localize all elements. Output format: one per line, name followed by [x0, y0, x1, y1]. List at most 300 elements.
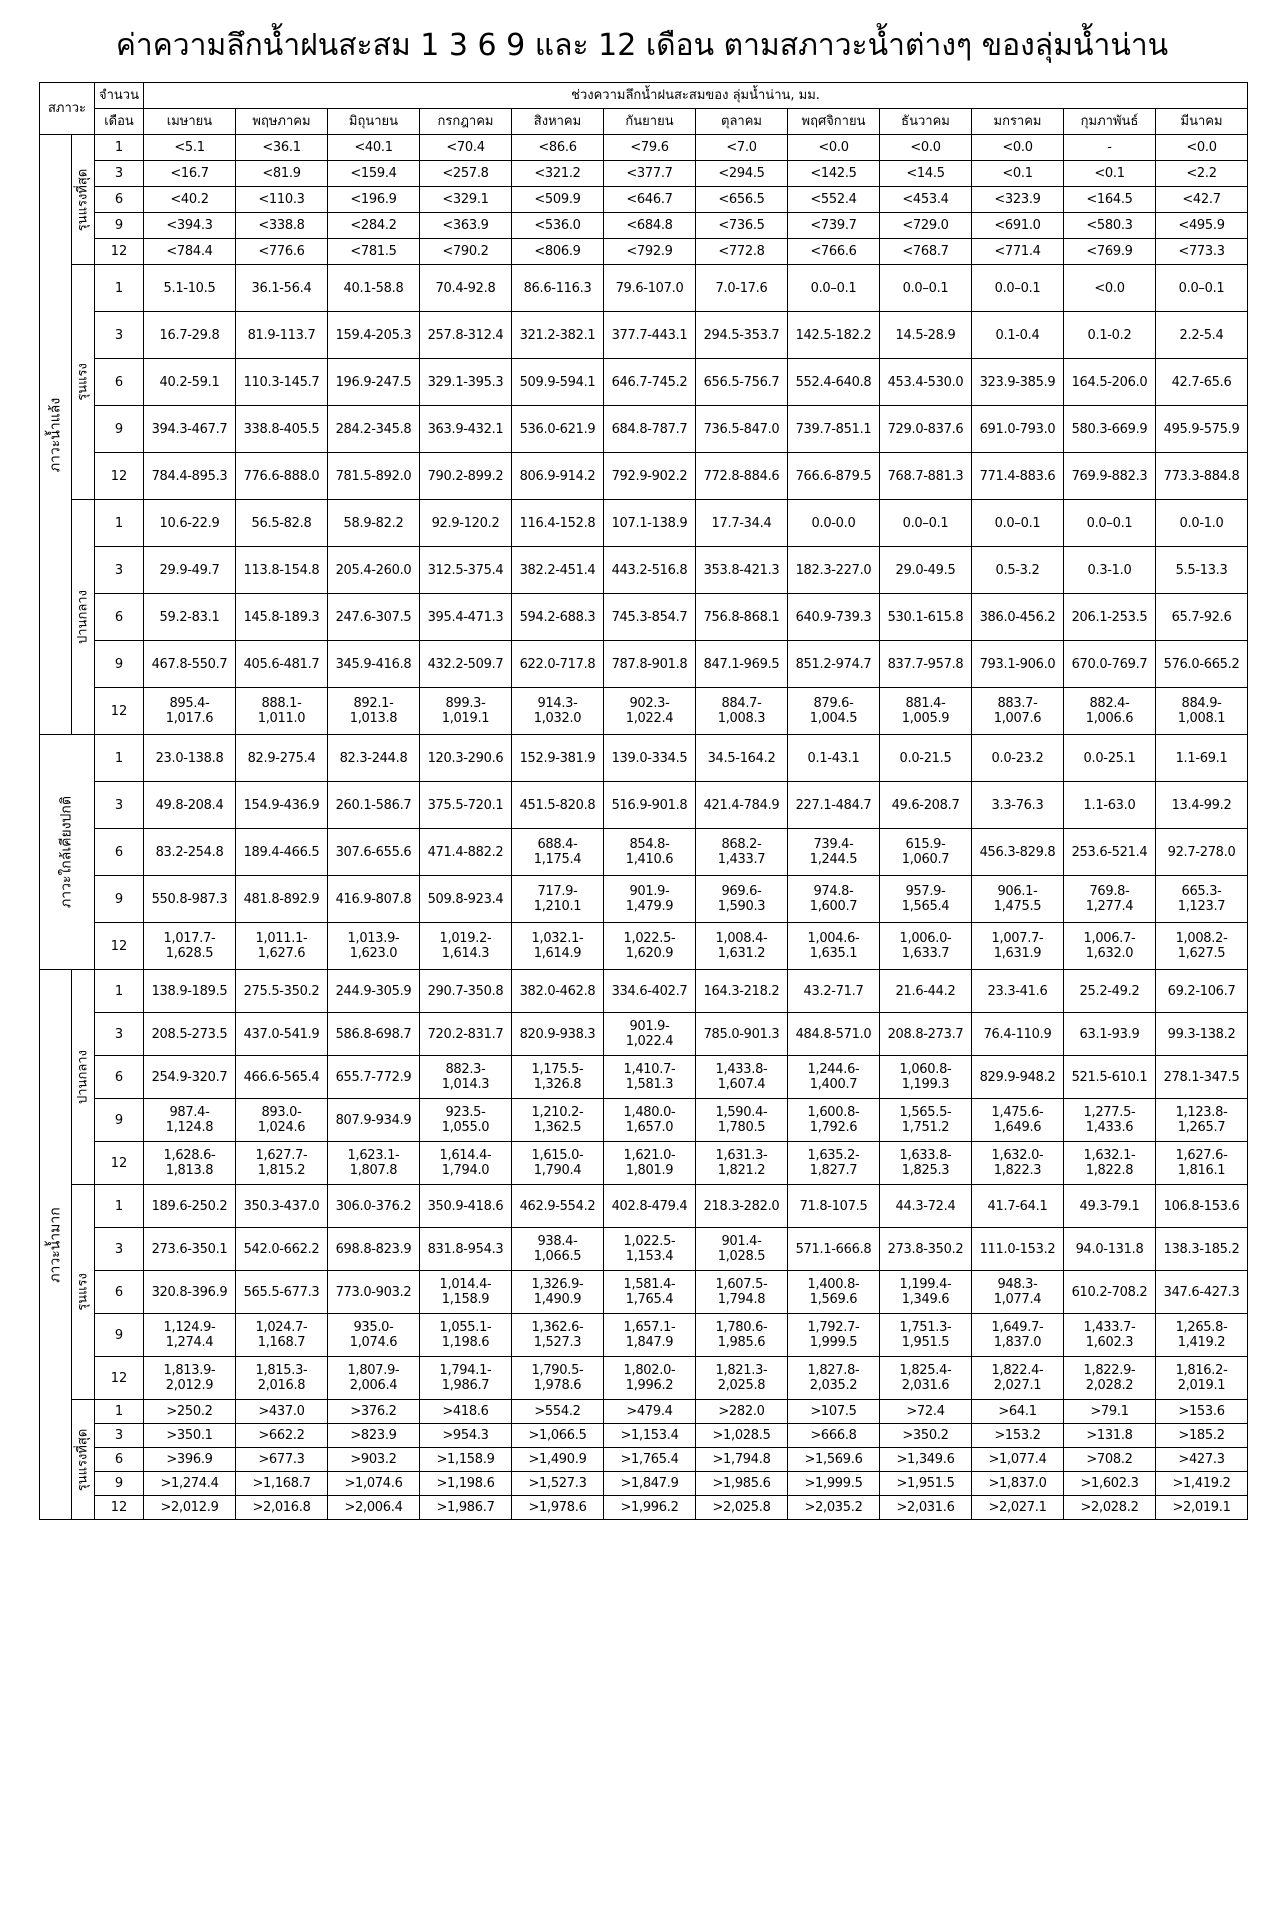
rainfall-range-cell — [1064, 923, 1156, 970]
range-end: 1,066.5 — [533, 1249, 582, 1264]
rainfall-range-cell: <536.0 — [512, 213, 604, 239]
rainfall-range-cell: 227.1-484.7 — [788, 782, 880, 829]
rainfall-range-cell — [880, 1099, 972, 1142]
rainfall-range-cell: 260.1-586.7 — [328, 782, 420, 829]
range-end: 1,620.9 — [625, 946, 674, 961]
range-start: 899.3- — [445, 696, 486, 711]
rainfall-range-cell — [696, 1271, 788, 1314]
rainfall-range-cell: >1,158.9 — [420, 1448, 512, 1472]
rainfall-range-cell: 772.8-884.6 — [696, 453, 788, 500]
rainfall-range-cell: 646.7-745.2 — [604, 359, 696, 406]
rainfall-range-cell — [512, 1228, 604, 1271]
table-row — [40, 688, 1248, 735]
rainfall-range-cell: 571.1-666.8 — [788, 1228, 880, 1271]
range-start: 938.4- — [537, 1234, 578, 1249]
months-count-cell: 6 — [95, 594, 144, 641]
rainfall-range-cell: >2,019.1 — [1156, 1496, 1248, 1520]
rainfall-range-cell: <86.6 — [512, 135, 604, 161]
severity-label — [72, 135, 95, 265]
rainfall-range-cell: <394.3 — [144, 213, 236, 239]
range-start: 1,821.3- — [715, 1363, 768, 1378]
rainfall-range-cell: >376.2 — [328, 1400, 420, 1424]
rainfall-range-cell: 594.2-688.3 — [512, 594, 604, 641]
rainfall-range-cell: 25.2-49.2 — [1064, 970, 1156, 1013]
rainfall-range-cell: 656.5-756.7 — [696, 359, 788, 406]
range-header: ช่วงความลึกน้ำฝนสะสมของ ลุ่มน้ำน่าน, มม. — [144, 83, 1248, 109]
range-end: 1,765.4 — [625, 1292, 674, 1307]
range-end: 2,025.8 — [717, 1378, 766, 1393]
rainfall-range-cell — [604, 876, 696, 923]
rainfall-range-cell: 684.8-787.7 — [604, 406, 696, 453]
condition-group-label — [40, 135, 72, 735]
rainfall-range-cell: <14.5 — [880, 161, 972, 187]
months-count-cell: 1 — [95, 500, 144, 547]
rainfall-range-cell — [420, 1271, 512, 1314]
range-start: 882.3- — [445, 1062, 486, 1077]
rainfall-range-cell: <159.4 — [328, 161, 420, 187]
rainfall-range-cell — [1156, 1099, 1248, 1142]
rainfall-range-cell: >2,025.8 — [696, 1496, 788, 1520]
range-start: 923.5- — [445, 1105, 486, 1120]
range-start: 1,600.8- — [807, 1105, 860, 1120]
range-end: 1,794.8 — [717, 1292, 766, 1307]
rainfall-range-cell: <0.0 — [1156, 135, 1248, 161]
range-end: 1,607.4 — [717, 1077, 766, 1092]
range-start: 615.9- — [905, 837, 946, 852]
rainfall-range-cell: <5.1 — [144, 135, 236, 161]
rainfall-range-cell: 790.2-899.2 — [420, 453, 512, 500]
rainfall-range-cell: <40.1 — [328, 135, 420, 161]
rainfall-range-cell: 729.0-837.6 — [880, 406, 972, 453]
table-row — [40, 1400, 1248, 1424]
range-end: 1,590.3 — [717, 899, 766, 914]
rainfall-range-cell: 847.1-969.5 — [696, 641, 788, 688]
rainfall-range-cell: 254.9-320.7 — [144, 1056, 236, 1099]
rainfall-range-cell: 350.3-437.0 — [236, 1185, 328, 1228]
range-start: 906.1- — [997, 884, 1038, 899]
rainfall-range-cell: >185.2 — [1156, 1424, 1248, 1448]
table-row — [40, 312, 1248, 359]
months-count-cell: 1 — [95, 1400, 144, 1424]
rainfall-range-cell: 82.3-244.8 — [328, 735, 420, 782]
rainfall-range-cell: 7.0-17.6 — [696, 265, 788, 312]
rainfall-range-cell: <729.0 — [880, 213, 972, 239]
range-end: 1,277.4 — [1085, 899, 1134, 914]
rainfall-range-cell: 111.0-153.2 — [972, 1228, 1064, 1271]
range-start: 888.1- — [261, 696, 302, 711]
range-end: 1,175.4 — [533, 852, 582, 867]
rainfall-range-cell: 56.5-82.8 — [236, 500, 328, 547]
table-row — [40, 829, 1248, 876]
rainfall-range-cell: >153.2 — [972, 1424, 1064, 1448]
range-end: 1,005.9 — [901, 711, 950, 726]
rainfall-range-cell: <7.0 — [696, 135, 788, 161]
range-start: 717.9- — [537, 884, 578, 899]
range-start: 854.8- — [629, 837, 670, 852]
rainfall-range-cell: 34.5-164.2 — [696, 735, 788, 782]
rainfall-range-cell — [144, 1314, 236, 1357]
range-start: 1,123.8- — [1175, 1105, 1228, 1120]
rainfall-range-cell: 273.8-350.2 — [880, 1228, 972, 1271]
rainfall-range-cell: >479.4 — [604, 1400, 696, 1424]
rainfall-range-cell: 0.0–0.1 — [1064, 500, 1156, 547]
range-start: 1,794.1- — [439, 1363, 492, 1378]
rainfall-range-cell: 42.7-65.6 — [1156, 359, 1248, 406]
range-end: 1,600.7 — [809, 899, 858, 914]
range-start: 1,022.5- — [623, 931, 676, 946]
rainfall-range-cell: 138.3-185.2 — [1156, 1228, 1248, 1271]
range-end: 1,780.5 — [717, 1120, 766, 1135]
range-end: 1,008.1 — [1177, 711, 1226, 726]
range-start: 1,816.2- — [1175, 1363, 1228, 1378]
rainfall-range-cell: 323.9-385.9 — [972, 359, 1064, 406]
rainfall-range-cell: >1,198.6 — [420, 1472, 512, 1496]
rainfall-range-cell: <453.4 — [880, 187, 972, 213]
rainfall-range-cell: <691.0 — [972, 213, 1064, 239]
range-end: 1,627.6 — [257, 946, 306, 961]
table-row — [40, 876, 1248, 923]
rainfall-range-cell: 307.6-655.6 — [328, 829, 420, 876]
table-row — [40, 453, 1248, 500]
range-end: 1,074.6 — [349, 1335, 398, 1350]
rainfall-range-cell: 542.0-662.2 — [236, 1228, 328, 1271]
rainfall-range-cell: 443.2-516.8 — [604, 547, 696, 594]
rainfall-range-cell: 338.8-405.5 — [236, 406, 328, 453]
rainfall-range-cell — [420, 688, 512, 735]
rainfall-range-cell — [972, 1271, 1064, 1314]
rainfall-range-cell: 189.6-250.2 — [144, 1185, 236, 1228]
rainfall-range-cell: 530.1-615.8 — [880, 594, 972, 641]
range-start: 1,615.0- — [531, 1148, 584, 1163]
rainfall-range-cell: 421.4-784.9 — [696, 782, 788, 829]
rainfall-range-cell: 771.4-883.6 — [972, 453, 1064, 500]
rainfall-range-cell — [420, 1142, 512, 1185]
rainfall-range-cell — [972, 923, 1064, 970]
rainfall-range-cell: 787.8-901.8 — [604, 641, 696, 688]
range-start: 1,006.0- — [899, 931, 952, 946]
rainfall-range-cell: >1,419.2 — [1156, 1472, 1248, 1496]
num-months-header-line2: เดือน — [95, 109, 144, 135]
rainfall-range-cell: 785.0-901.3 — [696, 1013, 788, 1056]
rainfall-range-cell: >1,996.2 — [604, 1496, 696, 1520]
range-start: 901.9- — [629, 884, 670, 899]
months-count-cell: 9 — [95, 1099, 144, 1142]
rainfall-range-cell: <70.4 — [420, 135, 512, 161]
rainfall-range-cell — [604, 1099, 696, 1142]
rainfall-range-cell: >250.2 — [144, 1400, 236, 1424]
rainfall-range-cell: 831.8-954.3 — [420, 1228, 512, 1271]
month-header: ธันวาคม — [880, 109, 972, 135]
rainfall-range-cell: 386.0-456.2 — [972, 594, 1064, 641]
range-start: 1,802.0- — [623, 1363, 676, 1378]
rainfall-range-cell: 312.5-375.4 — [420, 547, 512, 594]
range-start: 665.3- — [1181, 884, 1222, 899]
range-end: 1,951.5 — [901, 1335, 950, 1350]
month-header: เมษายน — [144, 109, 236, 135]
rainfall-range-cell: 481.8-892.9 — [236, 876, 328, 923]
rainfall-range-cell: 806.9-914.2 — [512, 453, 604, 500]
range-end: 1,792.6 — [809, 1120, 858, 1135]
rainfall-range-cell: 0.1-0.2 — [1064, 312, 1156, 359]
range-end: 1,055.0 — [441, 1120, 490, 1135]
rainfall-range-cell: 0.1-0.4 — [972, 312, 1064, 359]
rainfall-range-cell — [1064, 1142, 1156, 1185]
range-start: 1,633.8- — [899, 1148, 952, 1163]
rainfall-range-cell: 720.2-831.7 — [420, 1013, 512, 1056]
table-row — [40, 1099, 1248, 1142]
rainfall-range-cell: 766.6-879.5 — [788, 453, 880, 500]
range-start: 1,007.7- — [991, 931, 1044, 946]
rainfall-range-cell: 206.1-253.5 — [1064, 594, 1156, 641]
rainfall-range-cell: >2,016.8 — [236, 1496, 328, 1520]
rainfall-range-cell: 49.3-79.1 — [1064, 1185, 1156, 1228]
rainfall-range-cell: <81.9 — [236, 161, 328, 187]
rainfall-range-cell: 152.9-381.9 — [512, 735, 604, 782]
rainfall-range-cell: 257.8-312.4 — [420, 312, 512, 359]
range-start: 1,475.6- — [991, 1105, 1044, 1120]
rainfall-range-cell: 0.0–0.1 — [880, 500, 972, 547]
severity-text: รุนแรง — [75, 363, 91, 401]
rainfall-range-cell — [696, 876, 788, 923]
rainfall-range-cell: 382.2-451.4 — [512, 547, 604, 594]
rainfall-range-cell: 23.3-41.6 — [972, 970, 1064, 1013]
rainfall-range-cell — [512, 1314, 604, 1357]
table-row — [40, 735, 1248, 782]
rainfall-range-cell: 784.4-895.3 — [144, 453, 236, 500]
rainfall-range-cell — [788, 876, 880, 923]
month-header: มกราคม — [972, 109, 1064, 135]
rainfall-range-cell — [880, 923, 972, 970]
rainfall-range-cell — [236, 688, 328, 735]
rainfall-range-cell: >1,168.7 — [236, 1472, 328, 1496]
rainfall-range-cell: >662.2 — [236, 1424, 328, 1448]
range-start: 739.4- — [813, 837, 854, 852]
range-start: 895.4- — [169, 696, 210, 711]
range-end: 1,433.6 — [1085, 1120, 1134, 1135]
range-end: 1,986.7 — [441, 1378, 490, 1393]
range-start: 1,008.4- — [715, 931, 768, 946]
severity-text: รุนแรง — [75, 1273, 91, 1311]
range-end: 1,008.3 — [717, 711, 766, 726]
range-end: 1,022.4 — [625, 1034, 674, 1049]
rainfall-range-cell — [972, 1357, 1064, 1400]
condition-group-text: ภาวะน้ำมาก — [47, 1206, 63, 1283]
rainfall-range-cell — [512, 829, 604, 876]
range-end: 1,011.0 — [257, 711, 306, 726]
range-end: 1,019.1 — [441, 711, 490, 726]
table-row — [40, 265, 1248, 312]
month-header: พฤษภาคม — [236, 109, 328, 135]
rainfall-range-cell: 382.0-462.8 — [512, 970, 604, 1013]
rainfall-range-cell — [512, 1099, 604, 1142]
range-start: 1,822.4- — [991, 1363, 1044, 1378]
table-row — [40, 1448, 1248, 1472]
range-end: 1,158.9 — [441, 1292, 490, 1307]
table-row — [40, 1185, 1248, 1228]
rainfall-range-cell — [880, 876, 972, 923]
range-start: 1,657.1- — [623, 1320, 676, 1335]
range-end: 1,627.5 — [1177, 946, 1226, 961]
range-start: 1,400.8- — [807, 1277, 860, 1292]
rainfall-range-cell: <36.1 — [236, 135, 328, 161]
rainfall-range-cell: >396.9 — [144, 1448, 236, 1472]
rainfall-range-cell: >1,847.9 — [604, 1472, 696, 1496]
rainfall-range-cell: 0.0-23.2 — [972, 735, 1064, 782]
rainfall-range-cell: >823.9 — [328, 1424, 420, 1448]
range-start: 1,751.3- — [899, 1320, 952, 1335]
rainfall-range-cell: 208.5-273.5 — [144, 1013, 236, 1056]
rainfall-range-cell: >437.0 — [236, 1400, 328, 1424]
rainfall-range-cell: >2,012.9 — [144, 1496, 236, 1520]
rainfall-range-cell: 244.9-305.9 — [328, 970, 420, 1013]
range-end: 1,007.6 — [993, 711, 1042, 726]
rainfall-range-cell — [236, 1357, 328, 1400]
rainfall-range-cell: 205.4-260.0 — [328, 547, 420, 594]
rainfall-range-cell: 5.5-13.3 — [1156, 547, 1248, 594]
range-end: 1,581.3 — [625, 1077, 674, 1092]
rainfall-range-cell — [236, 1099, 328, 1142]
range-end: 1,614.9 — [533, 946, 582, 961]
months-count-cell: 3 — [95, 161, 144, 187]
range-end: 1,475.5 — [993, 899, 1042, 914]
rainfall-range-cell — [604, 1357, 696, 1400]
rainfall-range-cell: 345.9-416.8 — [328, 641, 420, 688]
months-count-cell: 9 — [95, 406, 144, 453]
months-count-cell: 9 — [95, 213, 144, 239]
rainfall-range-cell: 290.7-350.8 — [420, 970, 512, 1013]
rainfall-range-cell — [604, 1228, 696, 1271]
range-start: 1,480.0- — [623, 1105, 676, 1120]
rainfall-range-cell — [696, 1142, 788, 1185]
range-start: 987.4- — [169, 1105, 210, 1120]
range-start: 1,627.7- — [255, 1148, 308, 1163]
rainfall-range-cell: >1,527.3 — [512, 1472, 604, 1496]
condition-header: สภาวะ — [40, 83, 95, 135]
range-end: 1,602.3 — [1085, 1335, 1134, 1350]
table-row — [40, 359, 1248, 406]
rainfall-range-cell: 550.8-987.3 — [144, 876, 236, 923]
rainfall-range-cell: >72.4 — [880, 1400, 972, 1424]
rainfall-range-cell: 92.7-278.0 — [1156, 829, 1248, 876]
rainfall-range-cell: 182.3-227.0 — [788, 547, 880, 594]
rainfall-range-cell: 552.4-640.8 — [788, 359, 880, 406]
rainfall-range-cell: 86.6-116.3 — [512, 265, 604, 312]
rainfall-range-cell — [1064, 1099, 1156, 1142]
rainfall-range-cell: 16.7-29.8 — [144, 312, 236, 359]
table-row — [40, 594, 1248, 641]
rainfall-range-cell: 484.8-571.0 — [788, 1013, 880, 1056]
rainfall-range-cell: <784.4 — [144, 239, 236, 265]
range-end: 1,024.6 — [257, 1120, 306, 1135]
months-count-cell: 9 — [95, 1472, 144, 1496]
rainfall-range-cell: 610.2-708.2 — [1064, 1271, 1156, 1314]
rainfall-range-cell: 691.0-793.0 — [972, 406, 1064, 453]
rainfall-range-cell: 40.1-58.8 — [328, 265, 420, 312]
condition-group-text: ภาวะใกล้เคียงปกติ — [58, 795, 75, 909]
rainfall-range-cell — [512, 1142, 604, 1185]
rainfall-range-cell — [604, 829, 696, 876]
range-end: 1,827.7 — [809, 1163, 858, 1178]
rainfall-range-cell: >107.5 — [788, 1400, 880, 1424]
rainfall-range-cell: 792.9-902.2 — [604, 453, 696, 500]
range-end: 1,628.5 — [165, 946, 214, 961]
range-start: 868.2- — [721, 837, 762, 852]
severity-label — [72, 1400, 95, 1520]
rainfall-range-cell — [972, 1142, 1064, 1185]
rainfall-range-cell: 0.0-1.0 — [1156, 500, 1248, 547]
rainfall-range-cell: 773.3-884.8 — [1156, 453, 1248, 500]
severity-label — [72, 500, 95, 735]
rainfall-range-cell: >1,349.6 — [880, 1448, 972, 1472]
rainfall-range-cell: 3.3-76.3 — [972, 782, 1064, 829]
condition-group-text: ภาวะน้ำแล้ง — [47, 397, 63, 472]
rainfall-range-cell: 353.8-421.3 — [696, 547, 788, 594]
rainfall-range-cell: 0.0–0.1 — [1156, 265, 1248, 312]
rainfall-range-cell: >954.3 — [420, 1424, 512, 1448]
range-end: 1,794.0 — [441, 1163, 490, 1178]
rainfall-range-cell: 576.0-665.2 — [1156, 641, 1248, 688]
rainfall-range-cell: 509.8-923.4 — [420, 876, 512, 923]
rainfall-range-cell: 49.6-208.7 — [880, 782, 972, 829]
rainfall-range-cell: 837.7-957.8 — [880, 641, 972, 688]
rainfall-range-cell: <284.2 — [328, 213, 420, 239]
range-end: 1,006.6 — [1085, 711, 1134, 726]
range-start: 1,815.3- — [255, 1363, 308, 1378]
rainfall-range-cell: >554.2 — [512, 1400, 604, 1424]
range-end: 1,985.6 — [717, 1335, 766, 1350]
range-end: 1,978.6 — [533, 1378, 582, 1393]
range-end: 2,035.2 — [809, 1378, 858, 1393]
rainfall-range-cell: <79.6 — [604, 135, 696, 161]
range-end: 1,631.2 — [717, 946, 766, 961]
rainfall-range-cell — [972, 876, 1064, 923]
rainfall-range-cell — [604, 1013, 696, 1056]
rainfall-range-cell — [696, 923, 788, 970]
rainfall-range-cell: <338.8 — [236, 213, 328, 239]
rainfall-range-cell: 120.3-290.6 — [420, 735, 512, 782]
table-row — [40, 1357, 1248, 1400]
rainfall-range-cell: 350.9-418.6 — [420, 1185, 512, 1228]
range-end: 1,014.3 — [441, 1077, 490, 1092]
rainfall-range-cell: 781.5-892.0 — [328, 453, 420, 500]
range-end: 1,527.3 — [533, 1335, 582, 1350]
rainfall-range-cell: <377.7 — [604, 161, 696, 187]
range-start: 1,614.4- — [439, 1148, 492, 1163]
rainfall-range-cell — [880, 1314, 972, 1357]
month-header: ตุลาคม — [696, 109, 788, 135]
range-end: 1,004.5 — [809, 711, 858, 726]
rainfall-range-cell: >2,027.1 — [972, 1496, 1064, 1520]
rainfall-range-cell: 1.1-69.1 — [1156, 735, 1248, 782]
months-count-cell: 12 — [95, 239, 144, 265]
rainfall-range-cell: >1,153.4 — [604, 1424, 696, 1448]
range-end: 1,837.0 — [993, 1335, 1042, 1350]
rainfall-range-cell: 793.1-906.0 — [972, 641, 1064, 688]
range-start: 1,019.2- — [439, 931, 492, 946]
rainfall-range-cell: 509.9-594.1 — [512, 359, 604, 406]
rainfall-range-cell: 69.2-106.7 — [1156, 970, 1248, 1013]
table-row — [40, 547, 1248, 594]
rainfall-range-cell: >2,006.4 — [328, 1496, 420, 1520]
rainfall-range-cell — [1156, 688, 1248, 735]
rainfall-range-cell: >1,028.5 — [696, 1424, 788, 1448]
months-count-cell: 9 — [95, 641, 144, 688]
range-start: 1,631.3- — [715, 1148, 768, 1163]
range-end: 1,433.7 — [717, 852, 766, 867]
rainfall-range-cell — [1064, 688, 1156, 735]
rainfall-range-cell: >427.3 — [1156, 1448, 1248, 1472]
rainfall-range-cell: <0.1 — [1064, 161, 1156, 187]
